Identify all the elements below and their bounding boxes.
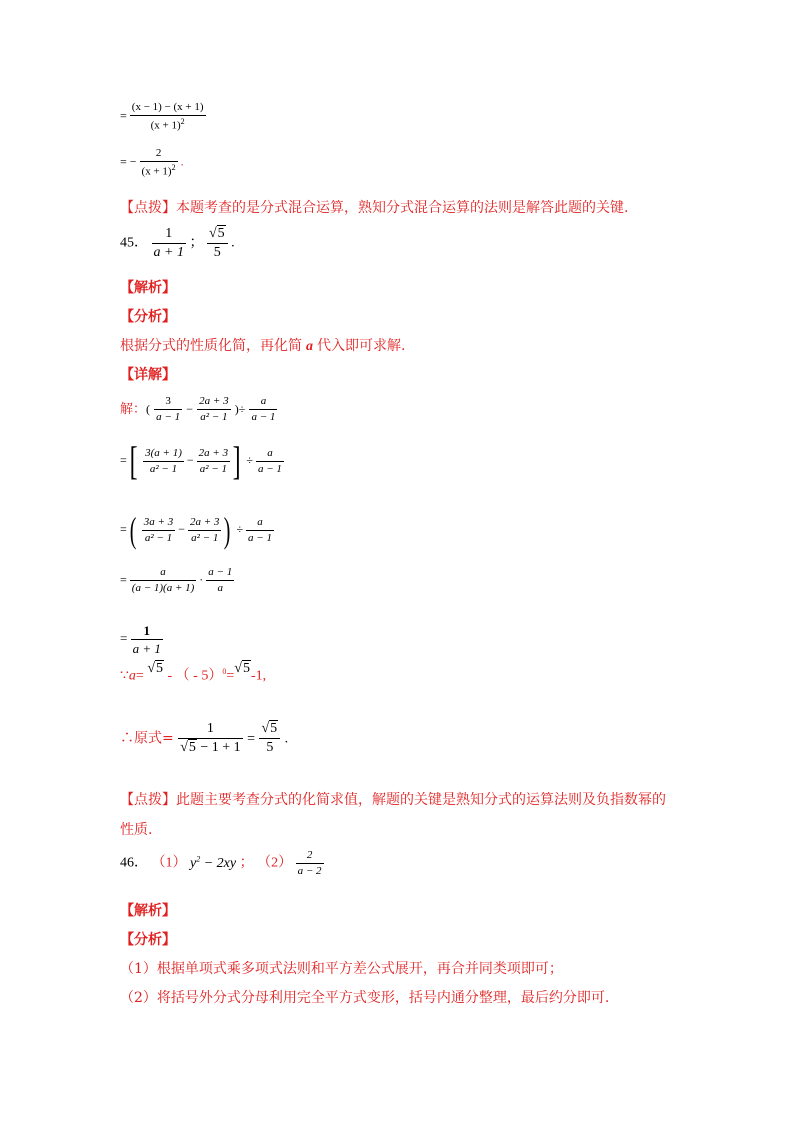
fraction: $\frac{a}{a - 1}$ xyxy=(258,446,282,475)
fraction: $\frac{√5}{5}$ xyxy=(259,722,280,755)
q45-therefore: ∴原式= $\frac{1}{√5 - 1 + 1}$ = $\frac{√5}{5}$ . xyxy=(120,721,289,755)
q45-step-2: =[ $\frac{3(a + 1)}{\text{a² − 1}}$ − $\frac{2a + 3}{\text{a² − 1}}$ ] ÷ $\frac{a}{a - 1}$ xyxy=(120,438,282,483)
q45-step-3: =( $\frac{3a + 3}{\text{a² − 1}}$ − $\frac{2a + 3}{\text{a² − 1}}$ ) ÷ $\frac{a}{a - 1}$ xyxy=(120,510,272,550)
fraction: $\frac{3a + 3}{\text{a² − 1}}$ xyxy=(143,515,174,544)
q45-step-1: 解：( $\frac{3}{a - 1}$ − $\frac{2a + 3}{\text{a² − 1}}$ )÷ $\frac{a}{a - 1}$ xyxy=(120,395,276,423)
q45-jiexi: 【解析】 xyxy=(120,280,176,296)
fraction: $\frac{3}{a - 1}$ xyxy=(156,395,181,423)
q44-dianbo: 【点拨】本题考查的是分式混合运算，熟知分式混合运算的法则是解答此题的关键. xyxy=(120,200,629,216)
step-line-1: = $\frac{(x - 1) - (x + 1)}{(x + 1)^2}$ xyxy=(120,101,204,132)
fraction: $\frac{a}{a - 1}$ xyxy=(248,515,272,544)
fraction: $\frac{1}{a + 1}$ xyxy=(132,623,161,656)
q45-fenxi: 【分析】 xyxy=(120,309,176,325)
fraction: $\frac{1}{√5 - 1 + 1}$ xyxy=(180,721,241,755)
fraction: $\frac{2a + 3}{\text{a² − 1}}$ xyxy=(198,446,229,475)
fraction: $\frac{(x - 1) - (x + 1)}{(x + 1)^2}$ xyxy=(131,101,204,132)
fraction: $\frac{1}{a + 1}$ xyxy=(153,226,184,260)
fraction: $\frac{2a + 3}{\text{a² − 1}}$ xyxy=(199,395,229,423)
fraction: $\frac{a}{a - 1}$ xyxy=(251,395,276,423)
q45-answer: 45． $\frac{1}{a + 1}$ ； $\frac{√5}{5}$ . xyxy=(120,226,235,260)
q46-analysis-1: （1）根据单项式乘多项式法则和平方差公式展开，再合并同类项即可； xyxy=(120,961,563,977)
fraction: $\frac{2}{(x + 1)^2}$ xyxy=(141,147,176,178)
q45-dianbo-cont: 性质. xyxy=(120,822,153,838)
fraction: $\frac{3(a + 1)}{\text{a² − 1}}$ xyxy=(145,446,182,475)
q45-step-5: = $\frac{1}{a + 1}$ xyxy=(120,623,161,656)
q46-answer: 46． （1） $y^2 - 2xy$ ； （2） $\frac{2}{a - 2}$ xyxy=(120,849,322,877)
q45-analysis: 根据分式的性质化简，再化简 a 代入即可求解. xyxy=(120,338,406,354)
q46-jiexi: 【解析】 xyxy=(120,903,176,919)
q45-step-4: = $\frac{a}{(a - 1)(a + 1)}$ · $\frac{a - 1}{a}$ xyxy=(120,566,233,594)
fraction: $\frac{a - 1}{a}$ xyxy=(208,566,233,594)
q45-dianbo: 【点拨】此题主要考查分式的化简求值，解题的关键是熟知分式的运算法则及负指数幂的 xyxy=(120,792,666,808)
fraction: $\frac{2}{a - 2}$ xyxy=(297,849,322,877)
fraction: $\frac{√5}{5}$ xyxy=(207,227,228,260)
q46-analysis-2: （2）将括号外分式分母利用完全平方式变形，括号内通分整理，最后约分即可. xyxy=(120,990,610,1006)
step-line-2: = − $\frac{2}{(x + 1)^2}$ . xyxy=(120,147,184,178)
q46-fenxi: 【分析】 xyxy=(120,932,176,948)
q45-xiangjie: 【详解】 xyxy=(120,367,176,383)
fraction: $\frac{2a + 3}{\text{a² − 1}}$ xyxy=(190,515,220,544)
fraction: $\frac{a}{(a - 1)(a + 1)}$ xyxy=(131,566,195,594)
q45-because: ∵a= √5 - （ - 5）$^0$=√5-1, xyxy=(120,660,267,684)
